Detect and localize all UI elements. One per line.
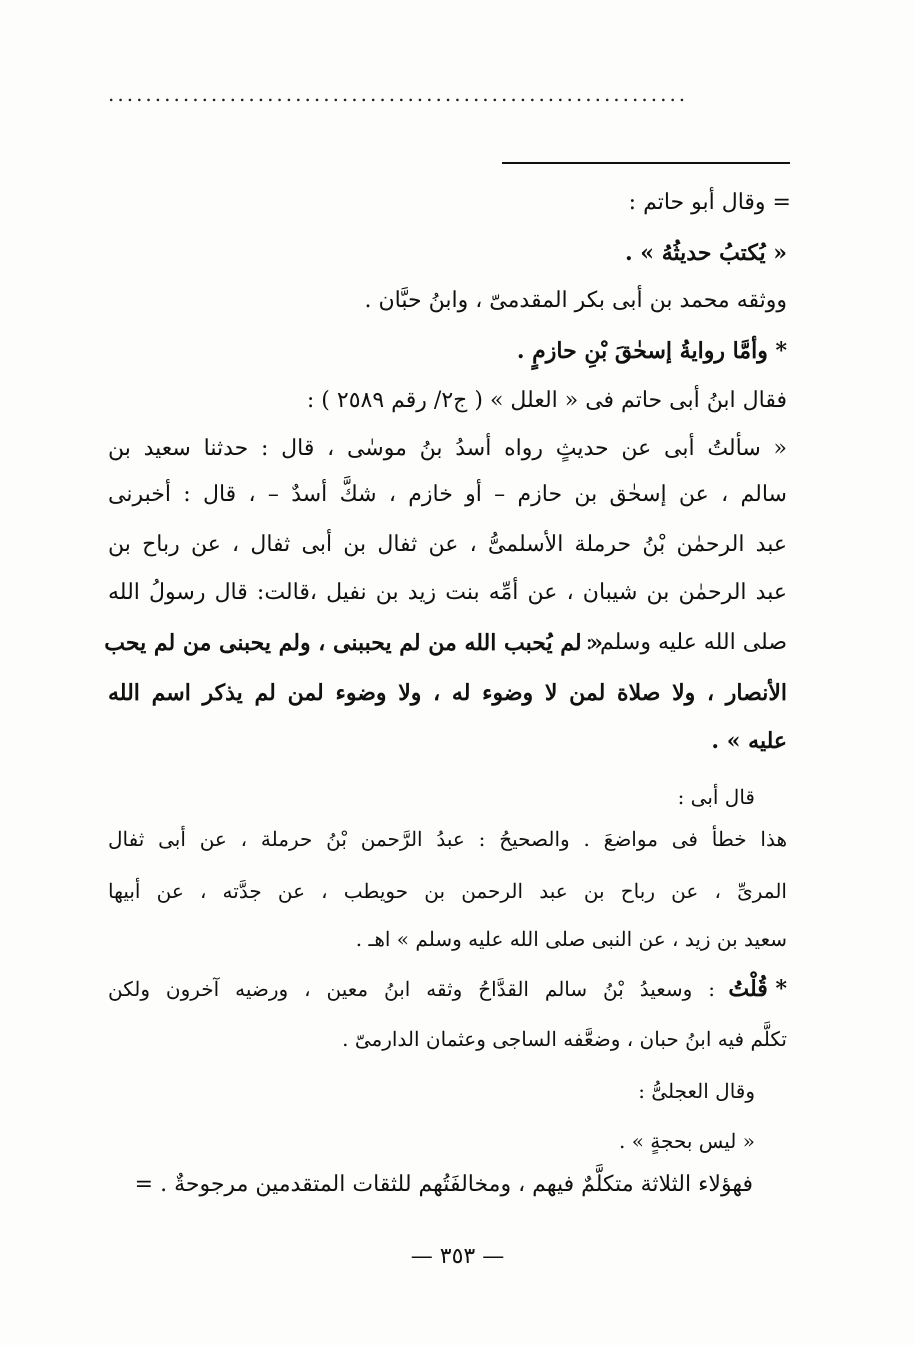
text-line: هذا خطأ فى مواضعَ . والصحيحُ : عبدُ الرَّحمن بْنُ حرملة ، عن أبى ثفال bbox=[108, 827, 787, 851]
text-line: سعيد بن زيد ، عن النبى صلى الله عليه وسلم » اهـ . bbox=[355, 927, 787, 951]
hadith-text: « لم يُحبب الله من لم يحببنى ، ولم يحبنى من لم يحب bbox=[104, 630, 603, 656]
hadith-text: عليه » . bbox=[711, 728, 787, 754]
text-line: « سألتُ أبى عن حديثٍ رواه أسدُ بنُ موسٰى ، قال : حدثنا سعيد بن bbox=[108, 436, 787, 461]
text-line: عبد الرحمٰن بْنُ حرملة الأسلمىُّ ، عن ثفال بن أبى ثفال ، عن رباح بن bbox=[108, 532, 787, 557]
page-number: — ٣٥٣ — bbox=[410, 1244, 505, 1269]
text-line: سالم ، عن إسحٰق بن حازم – أو خازم ، شكَّ أسدٌ – ، قال : أخبرنى bbox=[108, 482, 787, 507]
text-line: تكلَّم فيه ابنُ حبان ، وضعَّفه الساجى وعثمان الدارمىّ . bbox=[342, 1027, 787, 1051]
footnote-rule bbox=[502, 162, 790, 164]
dotted-separator: .............................................................. bbox=[108, 84, 689, 104]
text-line: عبد الرحمٰن بن شيبان ، عن أمِّه بنت زيد بن نفيل ،قالت: قال رسولُ الله bbox=[108, 580, 787, 605]
text-line: فهؤلاء الثلاثة متكلَّمٌ فيهم ، ومخالفَتُهم للثقات المتقدمين مرجوحةٌ . = bbox=[134, 1172, 753, 1197]
text-line: وقال العجلىُّ : bbox=[638, 1079, 755, 1103]
section-heading: * وأمَّا روايةُ إسحٰقَ بْنِ حازمٍ . bbox=[516, 338, 787, 364]
text-line: المرىِّ ، عن رباح بن عبد الرحمن بن حويطب ، عن جدَّته ، عن أبيها bbox=[108, 879, 787, 903]
qultu-marker: * قُلْتُ bbox=[728, 976, 787, 1002]
text-line: = وقال أبو حاتم : bbox=[628, 190, 791, 215]
text-line: « ليس بحجةٍ » . bbox=[619, 1129, 755, 1153]
text-line: « يُكتبُ حديثُهُ » . bbox=[624, 240, 787, 266]
text-line: قال أبى : bbox=[677, 785, 755, 809]
text-line: صلى الله عليه وسلم : bbox=[585, 630, 787, 655]
text-line: ووثقه محمد بن أبى بكر المقدمىّ ، وابنُ حبَّان . bbox=[364, 288, 787, 313]
text-line: : وسعيدُ بْنُ سالم القدَّاحُ وثقه ابنُ معين ، ورضيه آخرون ولكن bbox=[108, 977, 715, 1001]
hadith-text: الأنصار ، ولا صلاة لمن لا وضوء له ، ولا وضوء لمن لم يذكر اسم الله bbox=[108, 680, 787, 706]
text-line: فقال ابنُ أبى حاتم فى « العلل » ( ج٢/ رقم ٢٥٨٩ ) : bbox=[306, 388, 787, 413]
